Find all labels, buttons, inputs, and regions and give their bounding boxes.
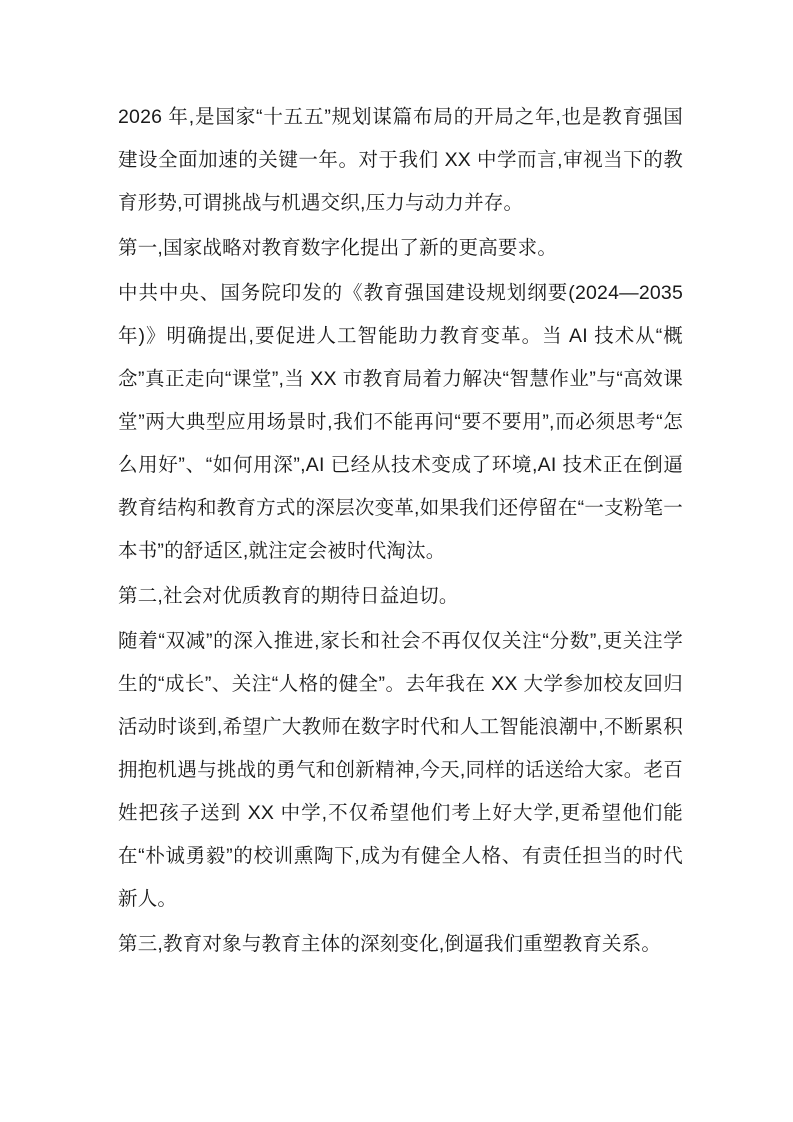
- paragraph-3: 中共中央、国务院印发的《教育强国建设规划纲要(2024—2035 年)》明确提出,要促进人工智能助力教育变革。当 AI 技术从“概念”真正走向“课堂”,当 XX 市教育局着力解决“智慧作业”与“高效课堂”两大典型应用场景时,我们不能再问“要不要用”,而必须思考“怎么用好”、“如何用深”,AI 已经从技术变成了环境,AI 技术正在倒逼教育结构和教育方式的深层次变革,如果我们还停留在“一支粉笔一本书”的舒适区,就注定会被时代淘汰。: [118, 282, 683, 562]
- paragraph-4: 第二,社会对优质教育的期待日益迫切。: [118, 585, 459, 607]
- paragraph-1: 2026 年,是国家“十五五”规划谋篇布局的开局之年,也是教育强国建设全面加速的关键一年。对于我们 XX 中学而言,审视当下的教育形势,可谓挑战与机遇交织,压力与动力并存。: [118, 106, 683, 214]
- paragraph-6: 第三,教育对象与教育主体的深刻变化,倒逼我们重塑教育关系。: [118, 933, 662, 955]
- paragraph-2: 第一,国家战略对教育数字化提出了新的更高要求。: [118, 237, 558, 259]
- paragraph-5: 随着“双减”的深入推进,家长和社会不再仅仅关注“分数”,更关注学生的“成长”、关注“人格的健全”。去年我在 XX 大学参加校友回归活动时谈到,希望广大教师在数字时代和人工智能浪潮中,不断累积拥抱机遇与挑战的勇气和创新精神,今天,同样的话送给大家。老百姓把孩子送到 XX 中学,不仅希望他们考上好大学,更希望他们能在“朴诚勇毅”的校训熏陶下,成为有健全人格、有责任担当的时代新人。: [118, 630, 683, 910]
- document-body: [118, 96, 683, 966]
